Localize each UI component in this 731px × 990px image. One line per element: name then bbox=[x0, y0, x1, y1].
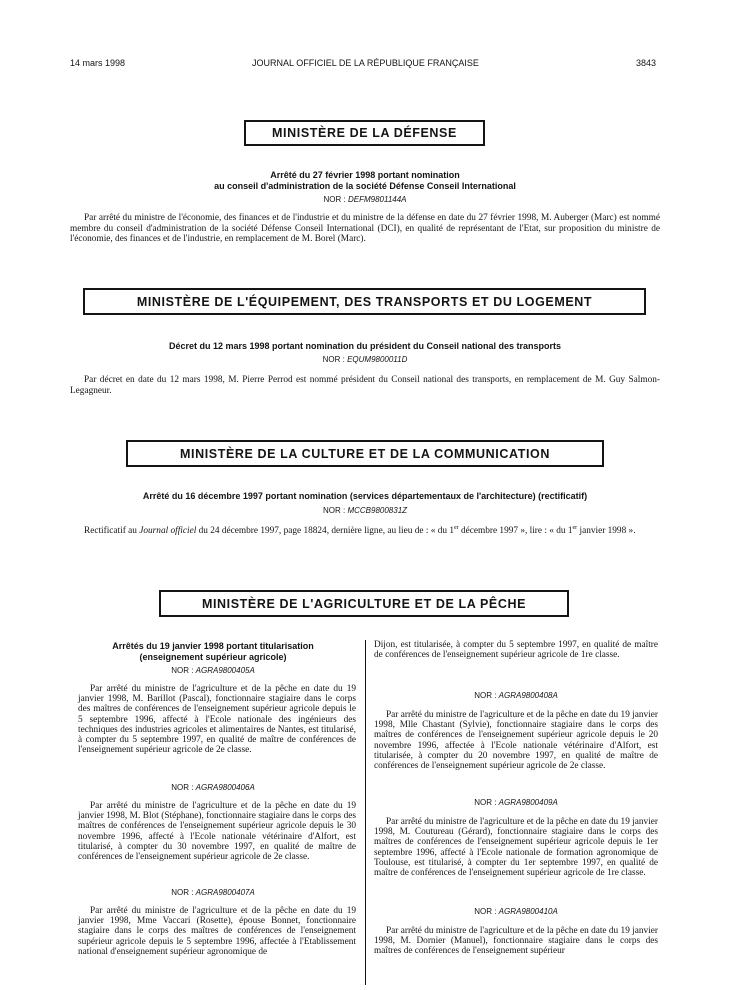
culture-text-part: janvier 1998 ». bbox=[577, 526, 636, 536]
defense-body-text: Par arrêté du ministre de l'économie, des finances et de l'industrie et du ministre de la défense en date du 27 février 1998, M. Auberger (Marc) est nommé membre du conseil d'administration de la société Défense Conseil International (DCI), en qualité de représentant de l'Etat, sur proposition du ministre de l'économie, des finances et de l'industrie, en remplacement de M. Borel (Marc). bbox=[70, 213, 660, 245]
culture-body-text bbox=[70, 526, 660, 537]
defense-title-line2: au conseil d'administration de la société Défense Conseil International bbox=[214, 181, 516, 191]
agra-406-nor bbox=[78, 783, 348, 792]
equipement-decret-title: Décret du 12 mars 1998 portant nomination du président du Conseil national des transports bbox=[168, 341, 562, 351]
agra-409-nor bbox=[374, 798, 658, 807]
ministry-defense-title: MINISTÈRE DE LA DÉFENSE bbox=[272, 126, 457, 140]
header-date: 14 mars 1998 bbox=[70, 58, 126, 68]
equipement-nor bbox=[70, 355, 660, 364]
agriculture-title-line2: (enseignement supérieur agricole) bbox=[139, 652, 287, 662]
nor-code: AGRA9800408A bbox=[498, 691, 558, 700]
nor-label: NOR : bbox=[322, 506, 346, 515]
nor-code: EQUM9800011D bbox=[347, 355, 408, 364]
nor-label: NOR : bbox=[474, 691, 497, 700]
agra-408-text: Par arrêté du ministre de l'agriculture et de la pêche en date du 19 janvier 1998, Mlle Chastant (Sylvie), fonctionnaire stagiaire dans le corps des maîtres de conférences de l'enseignement supérieur agricole depuis le 20 novembre 1996, affectée à l'Ecole nationale vétérinaire d'Alfort, est titularisée, à compter du 20 novembre 1997, en qualité de maître de conférences de l'enseignement supérieur agricole de 2e classe. bbox=[374, 710, 658, 772]
nor-code: AGRA9800409A bbox=[498, 798, 558, 807]
agra-410-nor bbox=[374, 907, 658, 916]
ministry-agriculture-title: MINISTÈRE DE L'AGRICULTURE ET DE LA PÊCHE bbox=[201, 596, 527, 611]
agra-405-nor bbox=[78, 666, 348, 675]
agra-407-nor bbox=[78, 888, 348, 897]
nor-code: AGRA9800407A bbox=[195, 888, 255, 897]
defense-nor bbox=[70, 195, 660, 204]
culture-nor bbox=[70, 506, 660, 515]
ministry-culture-title: MINISTÈRE DE LA CULTURE ET DE LA COMMUNICATION bbox=[180, 446, 550, 461]
nor-label: NOR : bbox=[171, 888, 194, 897]
agra-407-text: Par arrêté du ministre de l'agriculture et de la pêche en date du 19 janvier 1998, Mme Vaccari (Rosette), épouse Bonnet, fonctionnaire stagiaire dans le corps des maîtres de conférences de l'enseignement supérieur agricole depuis le 5 septembre 1996, affectée à l'Etablissement national d'enseignement supérieur agronomique de bbox=[78, 906, 356, 957]
agriculture-title-line1: Arrêtés du 19 janvier 1998 portant titularisation bbox=[112, 641, 314, 651]
nor-code: MCCB9800831Z bbox=[347, 506, 408, 515]
culture-text-part: décembre 1997 », lire : « du 1 bbox=[458, 526, 573, 536]
nor-label: NOR : bbox=[474, 907, 497, 916]
culture-text-part: du 24 décembre 1997, page 18824, dernière ligne, au lieu de : « du 1 bbox=[196, 526, 454, 536]
ministry-defense-box bbox=[244, 120, 485, 146]
superscript: er bbox=[572, 524, 578, 531]
ministry-agriculture-box bbox=[159, 590, 569, 617]
equipement-body-text: Par décret en date du 12 mars 1998, M. Pierre Perrod est nommé président du Conseil national des transports, en remplacement de M. Guy Salmon-Legagneur. bbox=[70, 375, 660, 396]
agra-409-text: Par arrêté du ministre de l'agriculture et de la pêche en date du 19 janvier 1998, M. Coutureau (Gérard), fonctionnaire stagiaire dans le corps des maîtres de conférences de l'enseignement supérieur agricole depuis le 1er septembre 1996, affecté à l'Ecole nationale de formation agronomique de Toulouse, est titularisé, à compter du 1er septembre 1997, en qualité de maître de conférences de l'enseignement supérieur agricole de 1re classe. bbox=[374, 817, 658, 879]
nor-label: NOR : bbox=[171, 783, 194, 792]
ministry-equipement-box bbox=[83, 288, 646, 315]
defense-title-line1: Arrêté du 27 février 1998 portant nomination bbox=[270, 170, 460, 180]
agriculture-arretes-title bbox=[78, 641, 348, 663]
nor-label: NOR : bbox=[322, 355, 345, 364]
ministry-equipement-title: MINISTÈRE DE L'ÉQUIPEMENT, DES TRANSPORTS ET DU LOGEMENT bbox=[136, 294, 593, 309]
journal-officiel-italic: Journal officiel bbox=[139, 526, 197, 536]
agra-408-nor bbox=[374, 691, 658, 700]
header-journal-title: JOURNAL OFFICIEL DE LA RÉPUBLIQUE FRANÇAISE bbox=[252, 58, 479, 68]
nor-code: AGRA9800405A bbox=[195, 666, 255, 675]
header-page-number: 3843 bbox=[636, 58, 657, 68]
superscript: er bbox=[453, 524, 459, 531]
nor-label: NOR : bbox=[171, 666, 194, 675]
ministry-culture-box bbox=[126, 440, 604, 467]
culture-text-part: Rectificatif au bbox=[84, 526, 140, 536]
agra-405-text: Par arrêté du ministre de l'agriculture et de la pêche en date du 19 janvier 1998, M. Barillot (Pascal), fonctionnaire stagiaire dans le corps des maîtres de conférences de l'enseignement supérieur agricole depuis le 5 septembre 1996, affecté à l'Ecole nationale des ingénieurs des techniques des industries agricoles et alimentaires de Nantes, est titularisé, à compter du 5 septembre 1997, en qualité de maître de conférences de l'enseignement supérieur agricole de 2e classe. bbox=[78, 684, 356, 756]
culture-arrete-title: Arrêté du 16 décembre 1997 portant nomination (services départementaux de l'architecture) (rectificatif) bbox=[142, 491, 588, 501]
agra-406-text: Par arrêté du ministre de l'agriculture et de la pêche en date du 19 janvier 1998, M. Blot (Stéphane), fonctionnaire stagiaire dans le corps des maîtres de conférences de l'enseignement supérieur agricole depuis le 30 novembre 1996, affecté à l'Ecole nationale vétérinaire d'Alfort, est titularisé, à compter du 30 novembre 1997, en qualité de maître de conférences de l'enseignement supérieur agricole de 2e classe. bbox=[78, 801, 356, 863]
nor-code: DEFM9801144A bbox=[347, 195, 407, 204]
column-divider bbox=[365, 640, 366, 985]
nor-code: AGRA9800410A bbox=[498, 907, 558, 916]
nor-code: AGRA9800406A bbox=[195, 783, 255, 792]
agra-407-continued-text: Dijon, est titularisée, à compter du 5 septembre 1997, en qualité de maître de conférences de l'enseignement supérieur agricole de 1re classe. bbox=[374, 640, 658, 661]
nor-label: NOR : bbox=[474, 798, 497, 807]
nor-label: NOR : bbox=[323, 195, 346, 204]
agra-410-text: Par arrêté du ministre de l'agriculture et de la pêche en date du 19 janvier 1998, M. Dornier (Manuel), fonctionnaire stagiaire dans le corps des maîtres de conférences de l'enseignement supérieur bbox=[374, 926, 658, 957]
defense-arrete-title bbox=[70, 170, 660, 192]
